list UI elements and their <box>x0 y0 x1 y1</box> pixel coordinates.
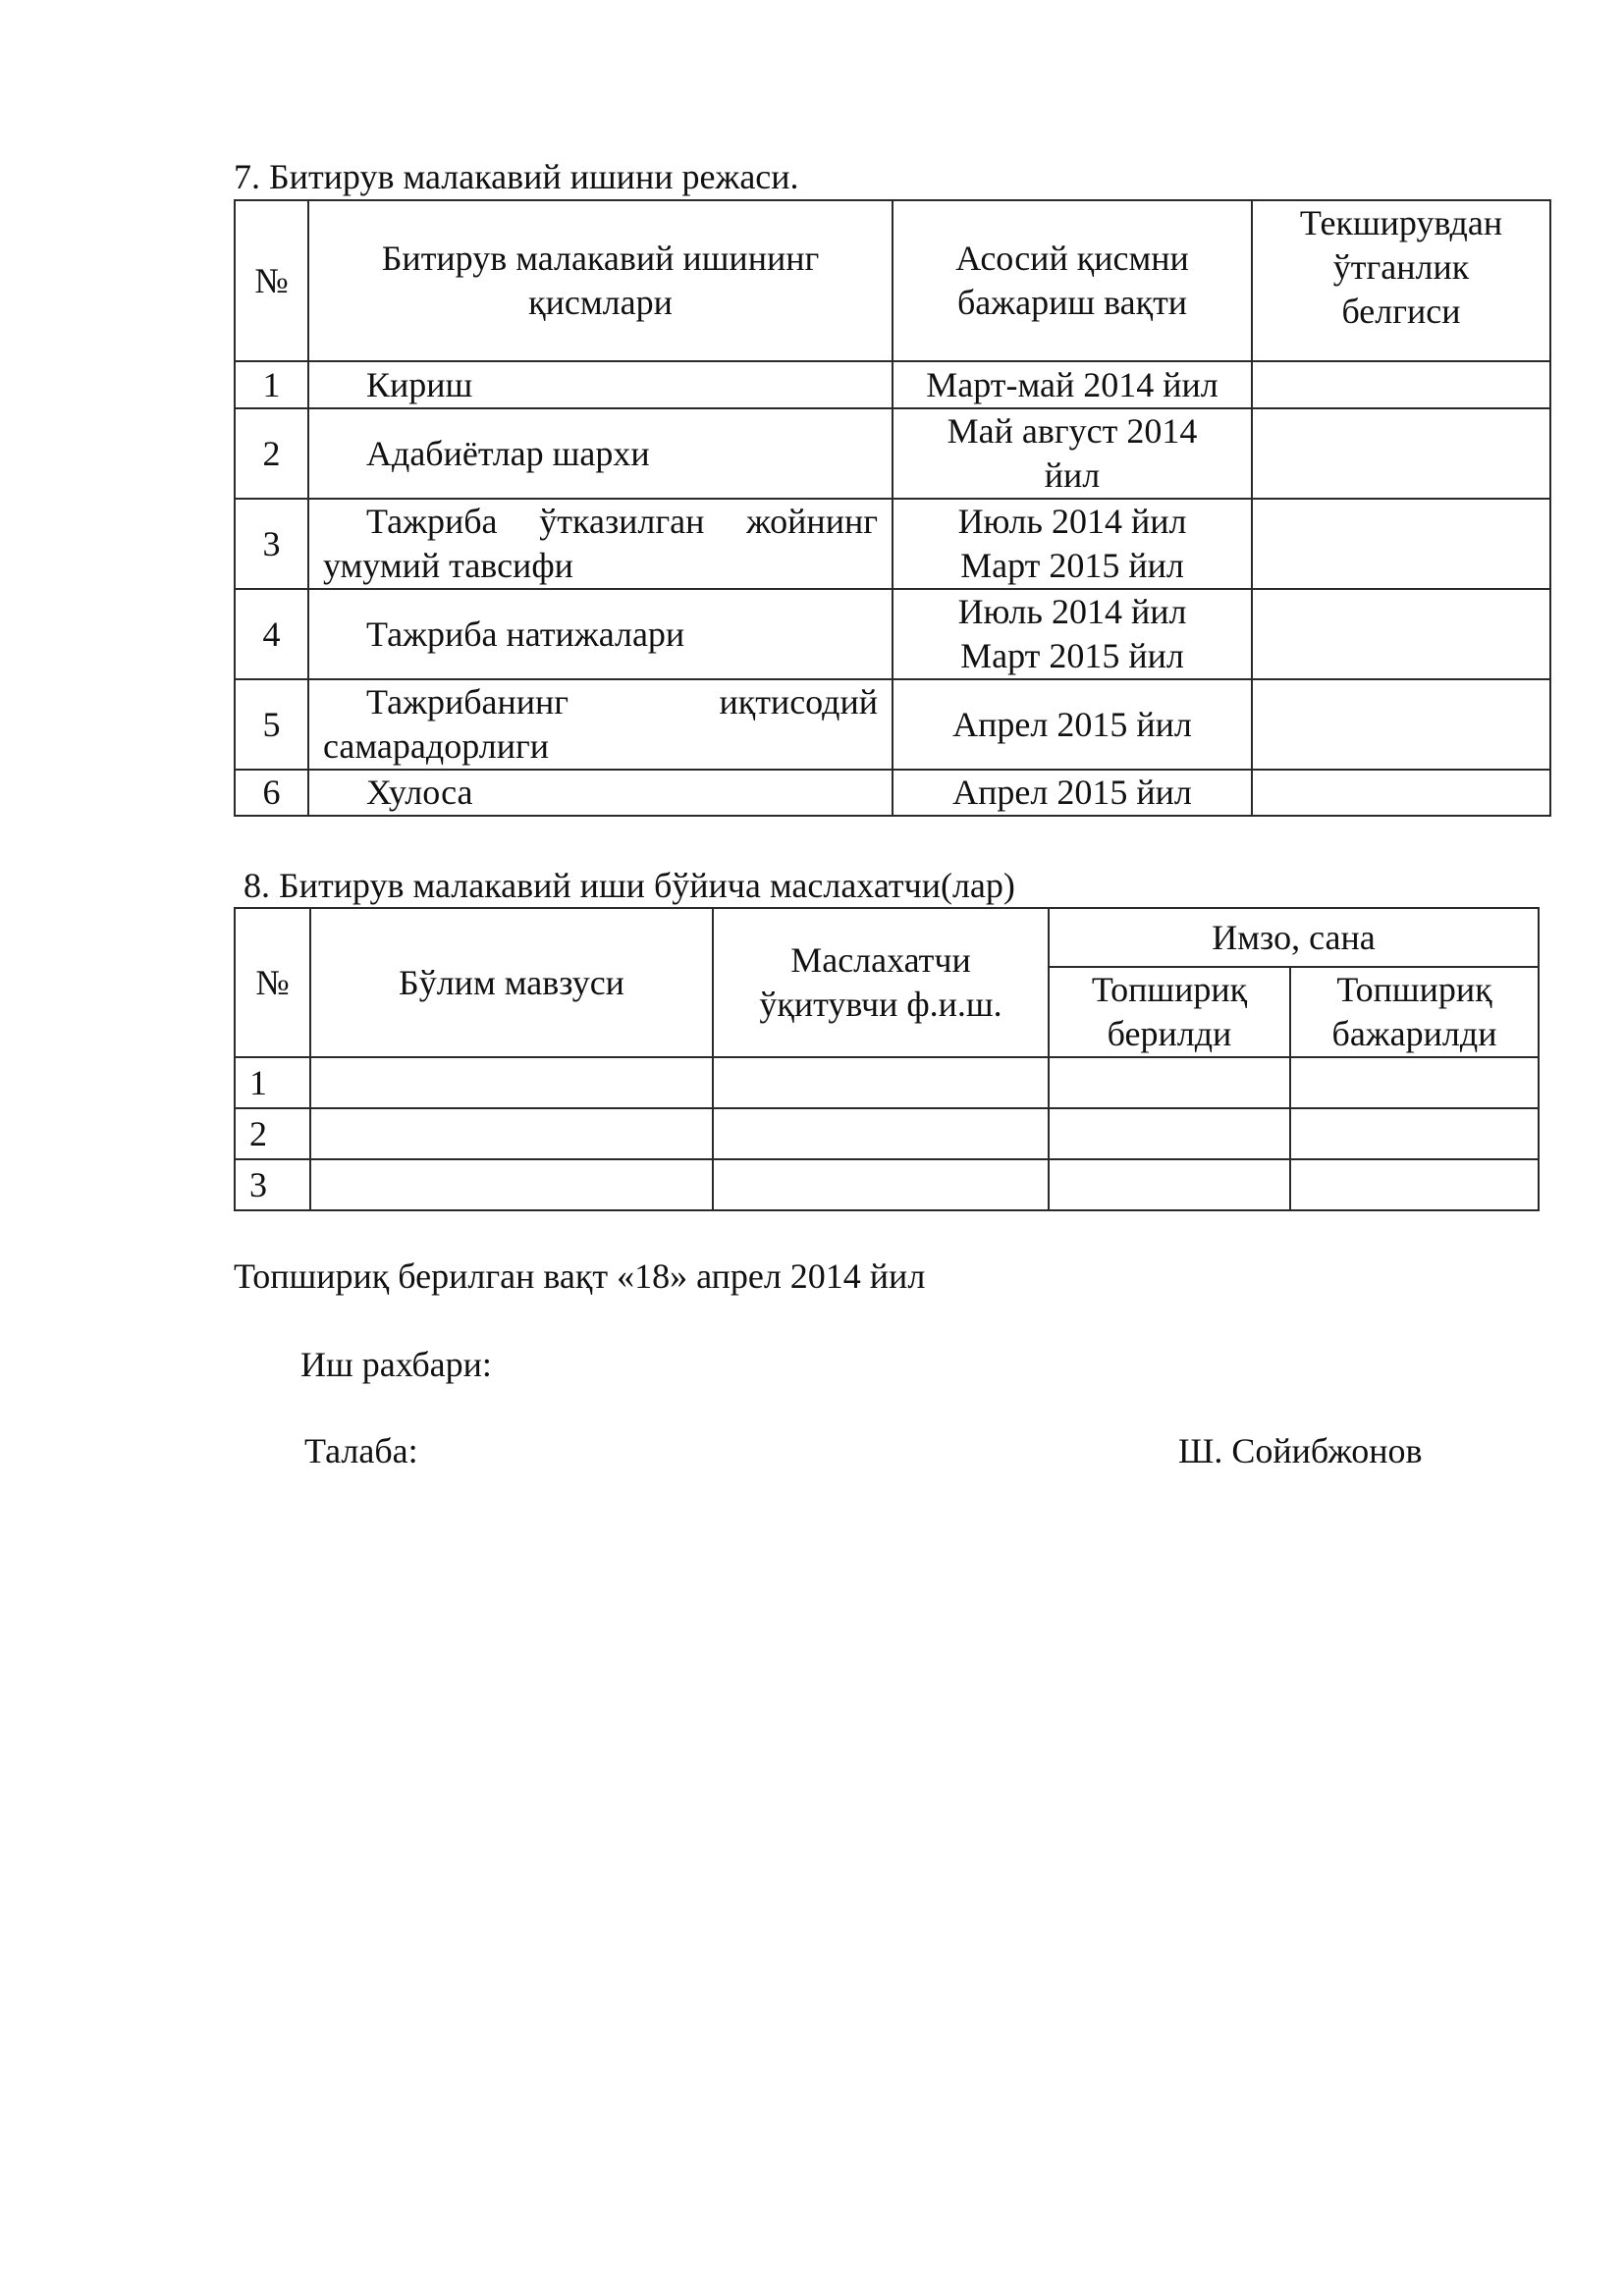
row-part: Тажрибанинг иқтисодий самарадорлиги <box>308 679 893 770</box>
row-check-cell <box>1252 770 1550 816</box>
table-row <box>235 1159 1539 1210</box>
row-number: 2 <box>235 1108 310 1159</box>
table-row <box>235 770 1550 816</box>
row-part: Хулоса <box>308 770 893 816</box>
row-check-cell <box>1252 589 1550 679</box>
header-task-done-line1: Топшириқ <box>1336 970 1492 1009</box>
table-row <box>235 361 1550 408</box>
table-row <box>235 1057 1539 1108</box>
row-time <box>893 679 1252 770</box>
supervisor-label: Иш рахбари: <box>300 1345 492 1384</box>
advisors-header-row <box>235 908 1539 967</box>
section7-title: 7. Битирув малакавий ишини режаси. <box>234 157 799 196</box>
header-task-given <box>1049 967 1290 1057</box>
student-label: Талаба: <box>304 1431 418 1470</box>
advisors-table <box>234 907 1540 1211</box>
row-part: Кириш <box>308 361 893 408</box>
row-time-line1: Апрел 2015 йил <box>952 773 1192 812</box>
row-given-cell <box>1049 1108 1290 1159</box>
header-check-line1: Текширувдан <box>1299 203 1503 242</box>
table-row <box>235 499 1550 589</box>
row-topic-cell <box>310 1108 713 1159</box>
row-number: 1 <box>235 361 308 408</box>
work-plan-table <box>234 199 1551 817</box>
row-time-line2: йил <box>1044 455 1101 495</box>
row-number: 2 <box>235 408 308 499</box>
row-advisor-cell <box>713 1057 1049 1108</box>
header-time <box>893 200 1252 361</box>
row-check-cell <box>1252 361 1550 408</box>
row-number: 1 <box>235 1057 310 1108</box>
header-topic: Бўлим мавзуси <box>310 908 713 1057</box>
table-row <box>235 408 1550 499</box>
row-time-line1: Март-май 2014 йил <box>926 364 1218 404</box>
row-given-cell <box>1049 1159 1290 1210</box>
row-time-line1: Май август 2014 <box>947 411 1198 451</box>
row-time-line1: Апрел 2015 йил <box>952 704 1192 744</box>
row-time-line1: Июль 2014 йил <box>957 502 1187 541</box>
row-check-cell <box>1252 499 1550 589</box>
row-done-cell <box>1290 1159 1539 1210</box>
header-signature-date: Имзо, сана <box>1049 908 1539 967</box>
header-task-done <box>1290 967 1539 1057</box>
table-row <box>235 679 1550 770</box>
table-row <box>235 589 1550 679</box>
row-time-line2: Март 2015 йил <box>960 546 1184 585</box>
header-task-given-line1: Топшириқ <box>1091 970 1248 1009</box>
row-number: 3 <box>235 1159 310 1210</box>
row-done-cell <box>1290 1108 1539 1159</box>
row-topic-cell <box>310 1159 713 1210</box>
header-parts-line2: қисмлари <box>528 283 673 322</box>
header-parts <box>308 200 893 361</box>
section8-title: 8. Битирув малакавий иши бўйича маслахатчи(лар) <box>244 866 1015 905</box>
student-name: Ш. Сойибжонов <box>1178 1431 1423 1470</box>
header-check-line2: ўтганлик <box>1332 247 1470 287</box>
header-task-given-line2: берилди <box>1107 1014 1232 1053</box>
row-number: 4 <box>235 589 308 679</box>
header-task-done-line2: бажарилди <box>1331 1014 1497 1053</box>
header-time-line1: Асосий қисмни <box>955 239 1189 278</box>
work-plan-header-row <box>235 200 1550 361</box>
header-check <box>1252 200 1550 361</box>
row-time <box>893 408 1252 499</box>
row-time-line1: Июль 2014 йил <box>957 592 1187 631</box>
row-time-line2: Март 2015 йил <box>960 636 1184 675</box>
row-number: 3 <box>235 499 308 589</box>
row-time <box>893 770 1252 816</box>
row-time <box>893 499 1252 589</box>
header-advisor <box>713 908 1049 1057</box>
header-number: № <box>235 908 310 1057</box>
header-number: № <box>235 200 308 361</box>
row-time <box>893 589 1252 679</box>
row-number: 6 <box>235 770 308 816</box>
row-advisor-cell <box>713 1108 1049 1159</box>
header-parts-line1: Битирув малакавий ишининг <box>381 239 820 278</box>
assignment-date-line: Топшириқ берилган вақт «18» апрел 2014 йил <box>234 1256 926 1296</box>
row-part: Тажриба ўтказилган жойнинг умумий тавсифи <box>308 499 893 589</box>
row-given-cell <box>1049 1057 1290 1108</box>
table-row <box>235 1108 1539 1159</box>
header-advisor-line1: Маслахатчи <box>790 940 971 980</box>
row-part: Адабиётлар шархи <box>308 408 893 499</box>
header-check-line3: белгиси <box>1341 292 1461 331</box>
row-part: Тажриба натижалари <box>308 589 893 679</box>
row-advisor-cell <box>713 1159 1049 1210</box>
row-number: 5 <box>235 679 308 770</box>
row-topic-cell <box>310 1057 713 1108</box>
row-done-cell <box>1290 1057 1539 1108</box>
row-check-cell <box>1252 679 1550 770</box>
row-check-cell <box>1252 408 1550 499</box>
header-time-line2: бажариш вақти <box>956 283 1188 322</box>
row-time <box>893 361 1252 408</box>
header-advisor-line2: ўқитувчи ф.и.ш. <box>759 985 1002 1024</box>
